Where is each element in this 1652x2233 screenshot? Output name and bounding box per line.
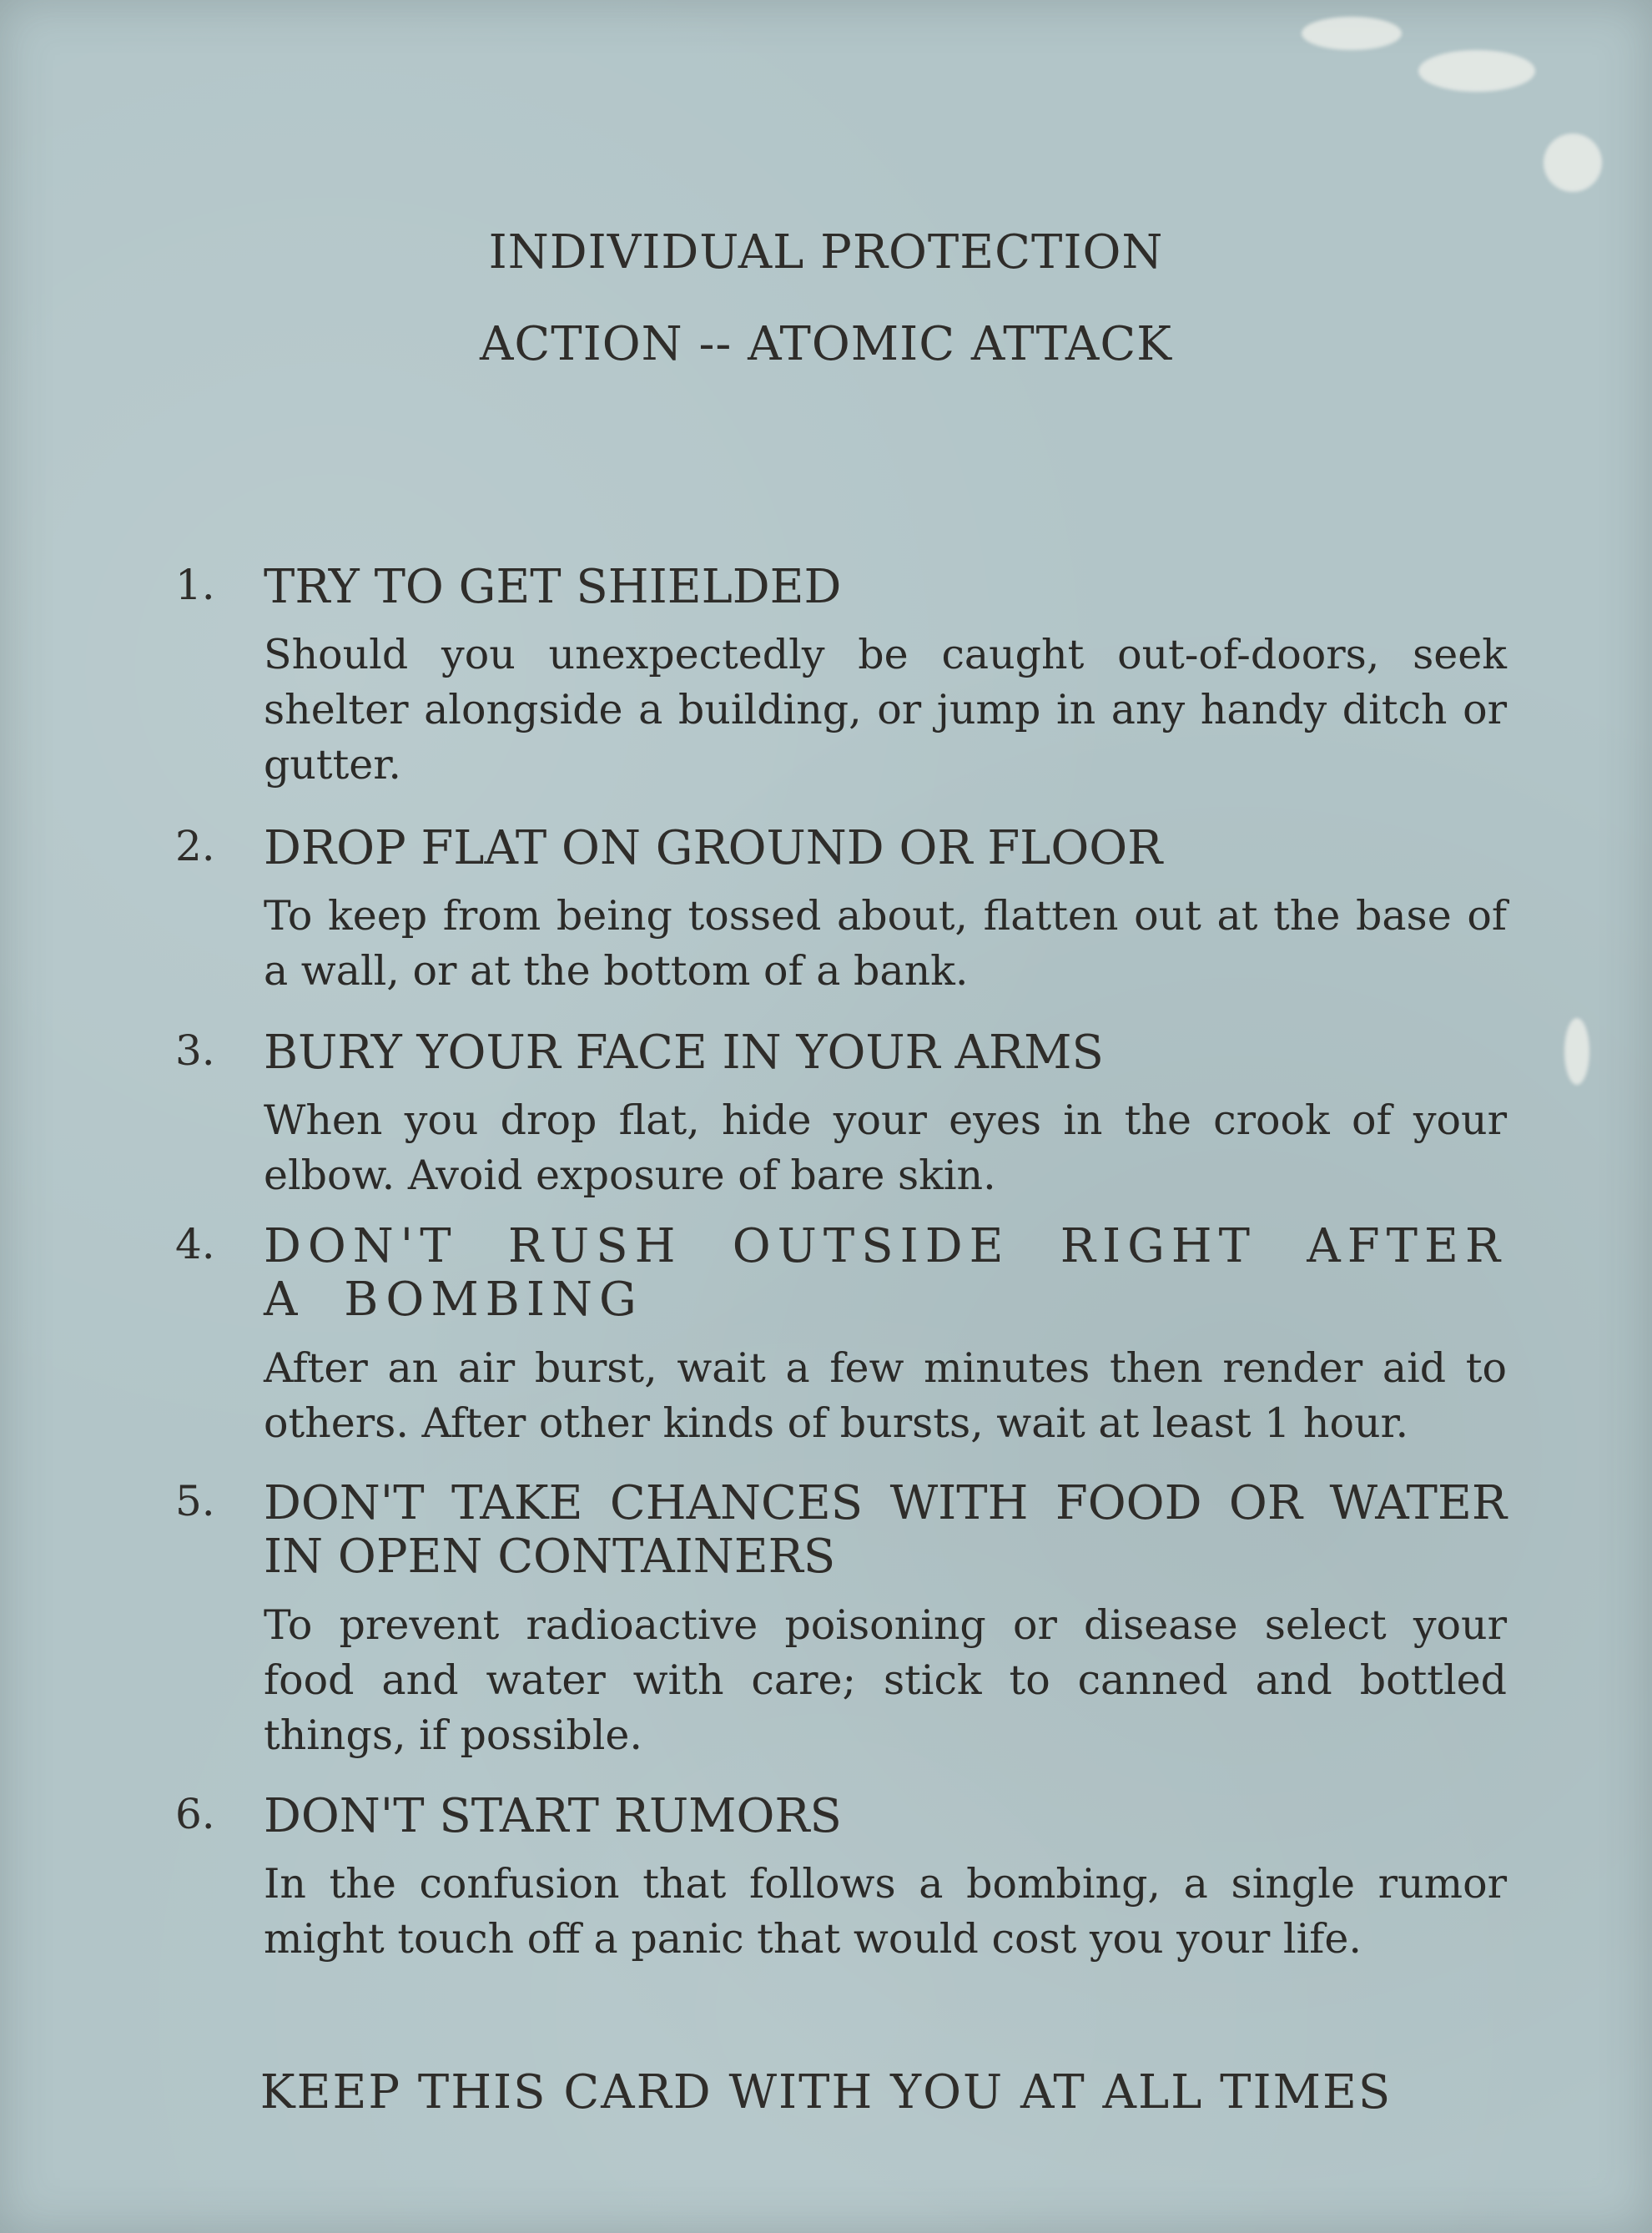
item-body: To prevent radioactive poisoning or disease select your food and water with care; stick to canned and bottled things, if possible. xyxy=(264,1601,1507,1759)
card-title: INDIVIDUAL PROTECTION xyxy=(488,225,1164,280)
item-body: Should you unexpectedly be caught out-of-doors, seek shelter alongside a building, or jump in any handy ditch or gutter. xyxy=(264,631,1507,789)
item-heading: DON'T RUSH OUTSIDE RIGHT AFTER A BOMBING xyxy=(264,1219,1507,1327)
worn-paper-spot xyxy=(1302,17,1402,50)
worn-paper-spot xyxy=(1418,50,1535,92)
item-number: 2. xyxy=(175,822,215,870)
item-heading: DON'T START RUMORS xyxy=(264,1789,842,1843)
card-footer: KEEP THIS CARD WITH YOU AT ALL TIMES xyxy=(259,2065,1393,2120)
item-heading: DROP FLAT ON GROUND OR FLOOR xyxy=(264,821,1163,875)
item-heading: TRY TO GET SHIELDED xyxy=(264,560,842,614)
worn-paper-spot xyxy=(1544,134,1602,192)
item-heading: BURY YOUR FACE IN YOUR ARMS xyxy=(264,1026,1104,1080)
card-subtitle: ACTION -- ATOMIC ATTACK xyxy=(479,317,1173,371)
item-number: 6. xyxy=(175,1790,215,1838)
item-heading: DON'T TAKE CHANCES WITH FOOD OR WATER IN OPEN CONTAINERS xyxy=(264,1476,1507,1584)
item-number: 4. xyxy=(175,1220,215,1268)
item-number: 5. xyxy=(175,1477,215,1525)
item-body: When you drop flat, hide your eyes in the crook of your elbow. Avoid exposure of bare skin. xyxy=(264,1096,1507,1199)
item-number: 1. xyxy=(175,561,215,609)
worn-paper-spot xyxy=(1564,1018,1589,1085)
item-body: After an air burst, wait a few minutes then render aid to others. After other kinds of bursts, wait at least 1 hour. xyxy=(264,1344,1507,1447)
item-body: In the confusion that follows a bombing, a single rumor might touch off a panic that would cost you your life. xyxy=(264,1860,1507,1963)
item-number: 3. xyxy=(175,1026,215,1075)
item-body: To keep from being tossed about, flatten out at the base of a wall, or at the bottom of a bank. xyxy=(264,892,1507,995)
